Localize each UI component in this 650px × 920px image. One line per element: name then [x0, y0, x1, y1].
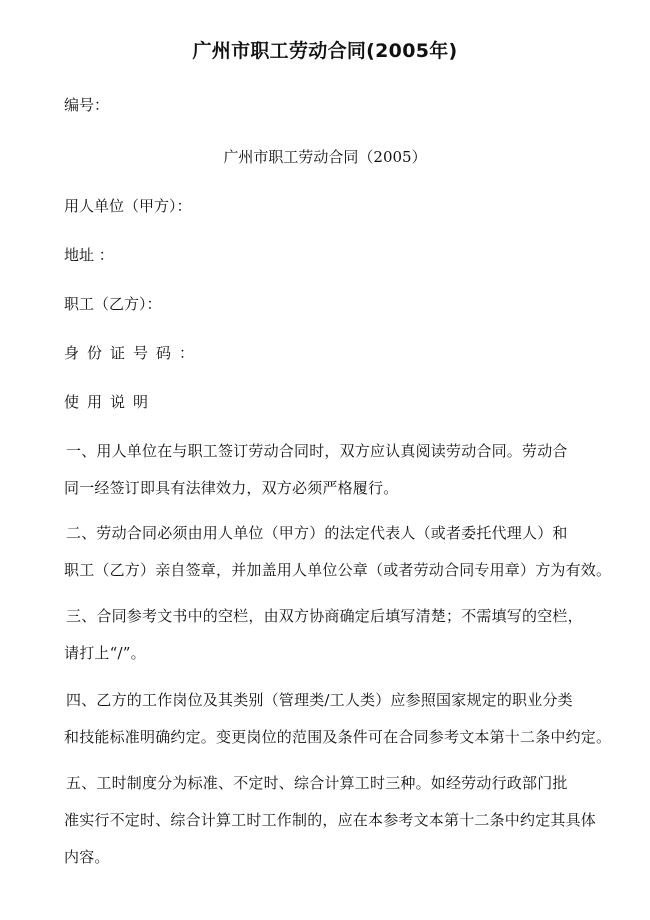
- employer-field-label: 用人单位（甲方）：: [64, 197, 192, 215]
- paragraph-line: 二、劳动合同必须由用人单位（甲方）的法定代表人（或者委托代理人）和: [66, 524, 568, 542]
- paragraph-line: 同一经签订即具有法律效力，双方必须严格履行。: [64, 479, 399, 497]
- paragraph-line: 三、合同参考文书中的空栏，由双方协商确定后填写清楚；不需填写的空栏，: [66, 607, 583, 625]
- instructions-heading: 使用说明: [64, 393, 157, 411]
- instruction-paragraph-1: [66, 433, 612, 507]
- instruction-paragraph-2: [66, 515, 612, 589]
- instruction-paragraph-4: [66, 682, 612, 756]
- document-title: 广州市职工劳动合同(2005年): [192, 40, 458, 62]
- paragraph-line: 职工（乙方）亲自签章，并加盖用人单位公章（或者劳动合同专用章）方为有效。: [64, 561, 612, 579]
- id-number-field-label: 身份证号码：: [64, 344, 203, 362]
- paragraph-line: 和技能标准明确约定。变更岗位的范围及条件可在合同参考文本第十二条中约定。: [64, 728, 612, 746]
- paragraph-line: 四、乙方的工作岗位及其类别（管理类/工人类）应参照国家规定的职业分类: [66, 691, 573, 709]
- paragraph-line: 内容。: [64, 848, 110, 866]
- contract-number-label: 编号：: [64, 96, 110, 114]
- address-field-label: 地址 ：: [64, 246, 114, 264]
- employee-field-label: 职工（乙方）：: [64, 295, 162, 313]
- paragraph-line: 请打上“/”。: [64, 644, 146, 662]
- paragraph-line: 准实行不定时、综合计算工时工作制的，应在本参考文本第十二条中约定其具体: [64, 811, 597, 829]
- document-subtitle: 广州市职工劳动合同（2005）: [223, 148, 427, 166]
- instruction-paragraph-3: [66, 598, 612, 672]
- instruction-paragraph-5: [66, 765, 612, 876]
- paragraph-line: 五、工时制度分为标准、不定时、综合计算工时三种。如经劳动行政部门批: [66, 774, 568, 792]
- paragraph-line: 一、用人单位在与职工签订劳动合同时，双方应认真阅读劳动合同。劳动合: [66, 442, 568, 460]
